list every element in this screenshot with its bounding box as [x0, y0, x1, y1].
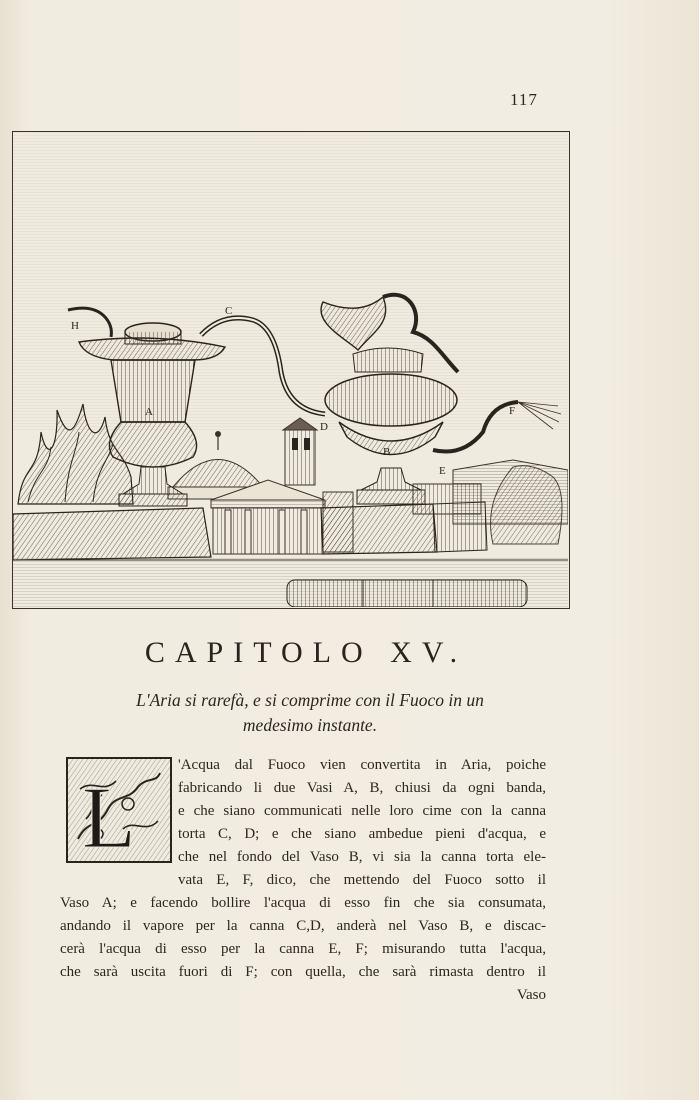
- fallen-column: [287, 580, 527, 607]
- label-a: A: [145, 406, 153, 418]
- engraving-plate: [12, 131, 570, 609]
- label-c: C: [225, 305, 233, 317]
- chapter-subtitle: [60, 688, 560, 738]
- text-line: andando il vapore per la canna C,D, anderà nel Vaso B, e discac-: [60, 918, 546, 934]
- label-h: H: [71, 320, 79, 332]
- label-d: D: [320, 421, 328, 433]
- body-text: [60, 754, 546, 1007]
- bell-tower: [283, 418, 317, 485]
- text-line: Vaso A; e facendo bollire l'acqua di esso fin che sia consumata,: [60, 895, 546, 911]
- text-line: fabricando li due Vasi A, B, chiusi da ogni banda,: [178, 780, 546, 796]
- subtitle-line: L'Aria si rarefà, e si comprime con il Fuoco in un: [136, 690, 484, 710]
- label-f: F: [509, 405, 516, 417]
- text-line: che nel fondo del Vaso B, vi sia la canna torta ele-: [178, 849, 546, 865]
- label-b: B: [383, 446, 391, 458]
- subtitle-line: medesimo instante.: [242, 715, 378, 735]
- text-line: vata E, F, dico, che mettendo del Fuoco sotto il: [178, 872, 546, 888]
- text-line: 'Acqua dal Fuoco vien convertita in Aria, poiche: [178, 757, 546, 773]
- engraving-illustration: [13, 132, 568, 607]
- drop-cap-letter: L: [82, 770, 136, 861]
- label-e: E: [439, 465, 446, 477]
- chapter-title: CAPITOLO XV.: [144, 636, 468, 669]
- page-number: 117: [510, 90, 538, 109]
- text-line: cerà l'acqua di esso per la canna E, F; misurando tutta l'acqua,: [60, 941, 546, 957]
- catchword: Vaso: [516, 987, 546, 1003]
- text-line: torta C, D; e che siano ambedue pieni d'acqua, e: [178, 826, 546, 842]
- text-line: e che siano communicati nelle loro cime con la canna: [178, 803, 546, 819]
- text-line: che sarà uscita fuori di F; con quella, che sarà rimasta dentro il: [60, 964, 546, 980]
